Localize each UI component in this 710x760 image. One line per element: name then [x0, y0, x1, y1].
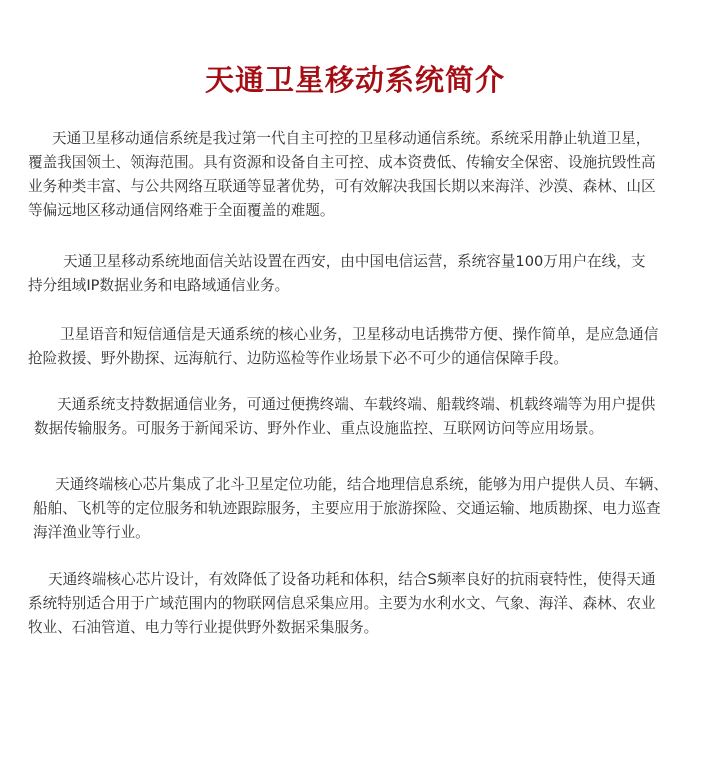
paragraph-voice-sms [28, 323, 688, 371]
paragraph-line: 抢险救援、野外勘探、远海航行、边防巡检等作业场景下必不可少的通信保障手段。 [28, 350, 568, 367]
paragraph-line: 天通系统支持数据通信业务，可通过便携终端、车载终端、船载终端、机载终端等为用户提供 [57, 396, 656, 413]
paragraph-line: 天通卫星移动通信系统是我过第一代自主可控的卫星移动通信系统。系统采用静止轨道卫星， [52, 130, 651, 147]
paragraph-line: 卫星语音和短信通信是天通系统的核心业务，卫星移动电话携带方便、操作简单，是应急通信 [60, 326, 659, 343]
paragraph-line: 海洋渔业等行业。 [33, 524, 150, 541]
paragraph-line: 天通终端核心芯片集成了北斗卫星定位功能，结合地理信息系统，能够为用户提供人员、车辆、 [55, 476, 668, 493]
paragraph-line: 天通终端核心芯片设计，有效降低了设备功耗和体积，结合S频率良好的抗雨衰特性，使得天通 [48, 571, 656, 588]
paragraph-line: 天通卫星移动系统地面信关站设置在西安，由中国电信运营，系统容量100万用户在线，支 [63, 253, 646, 270]
paragraph-iot-collection [28, 568, 688, 640]
paragraph-line: 覆盖我国领土、领海范围。具有资源和设备自主可控、成本资费低、传输安全保密、设施抗毁性高 [28, 154, 656, 171]
page-title: 天通卫星移动系统简介 [204, 63, 505, 97]
paragraph-ground-station [28, 250, 688, 298]
paragraph-overview [28, 127, 688, 223]
paragraph-beidou-positioning [28, 473, 688, 545]
paragraph-data-service [28, 393, 688, 441]
paragraph-line: 船舶、飞机等的定位服务和轨迹跟踪服务，主要应用于旅游探险、交通运输、地质勘探、电力巡查 [33, 500, 661, 517]
paragraph-line: 牧业、石油管道、电力等行业提供野外数据采集服务。 [28, 619, 379, 636]
paragraph-line: 持分组域IP数据业务和电路域通信业务。 [28, 277, 290, 294]
paragraph-line: 系统特别适合用于广域范围内的物联网信息采集应用。主要为水利水文、气象、海洋、森林、农业 [28, 595, 656, 612]
paragraph-line: 业务种类丰富、与公共网络互联通等显著优势，可有效解决我国长期以来海洋、沙漠、森林、山区 [28, 178, 656, 195]
paragraph-line: 数据传输服务。可服务于新闻采访、野外作业、重点设施监控、互联网访问等应用场景。 [34, 420, 604, 437]
paragraph-line: 等偏远地区移动通信网络难于全面覆盖的难题。 [28, 202, 335, 219]
